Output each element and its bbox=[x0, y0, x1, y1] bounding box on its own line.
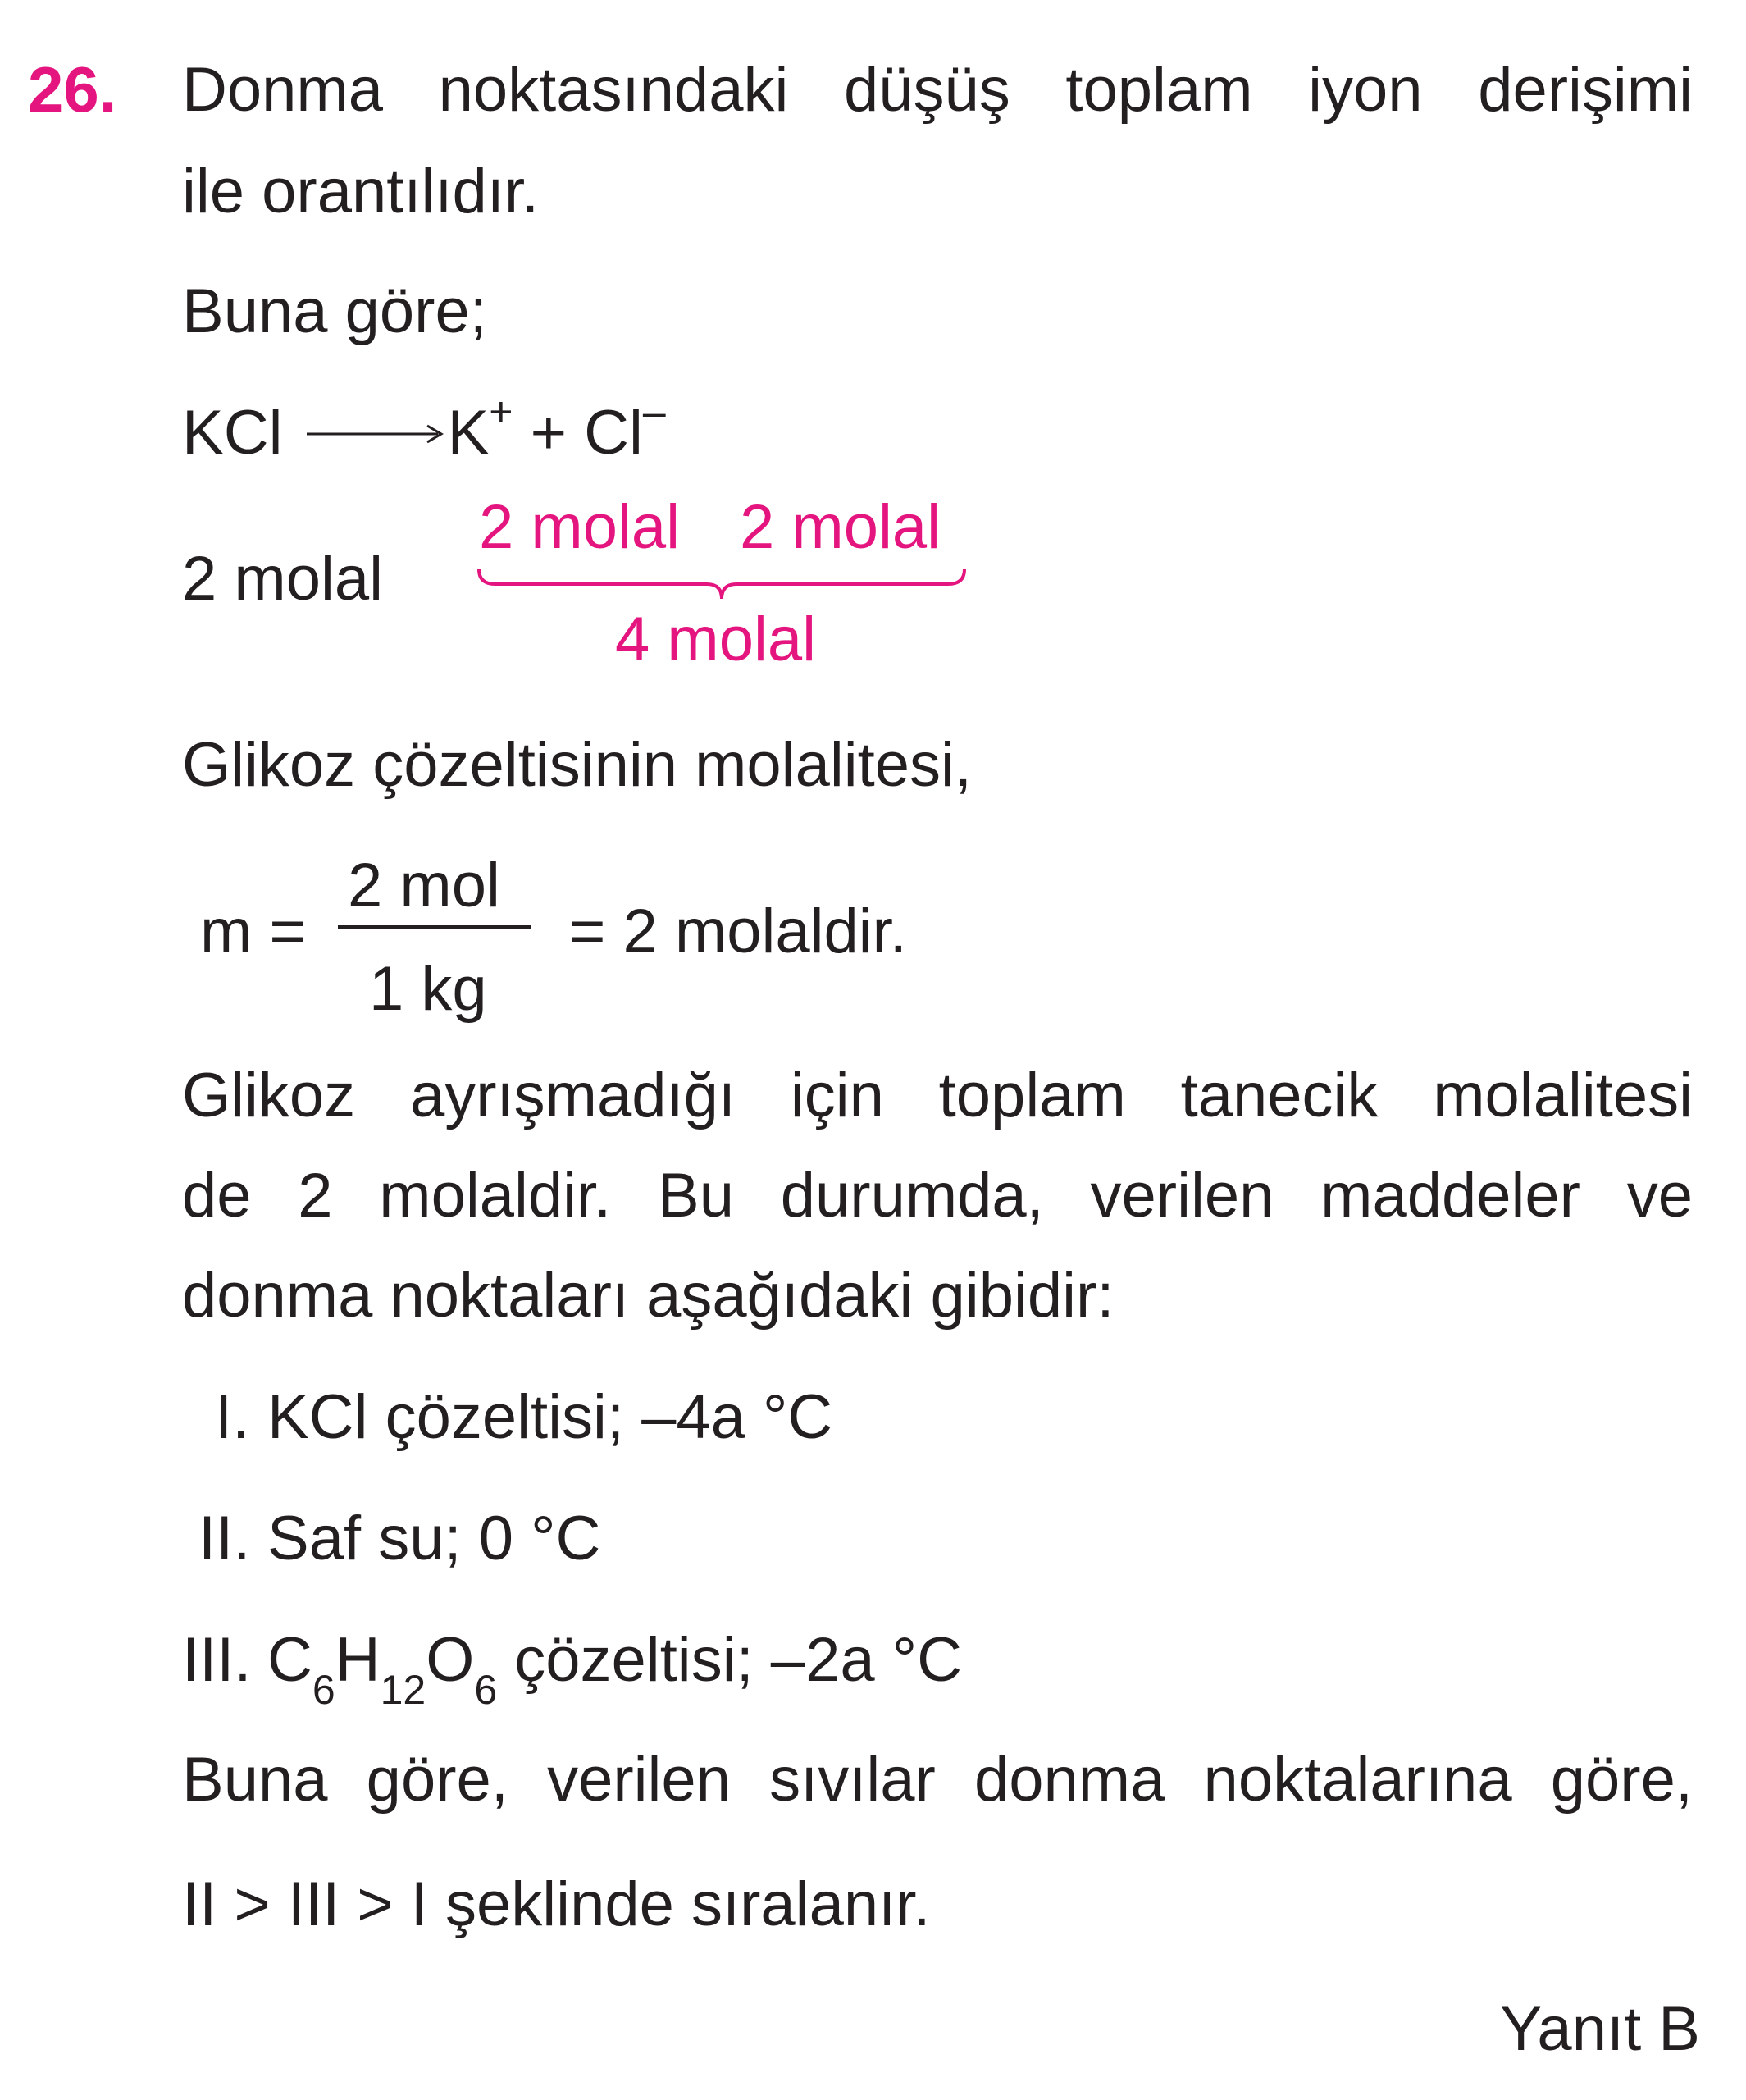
formula-h: H bbox=[335, 1625, 381, 1695]
formula-o: O bbox=[426, 1625, 475, 1695]
ion1-molal: 2 molal bbox=[479, 492, 680, 562]
paragraph2-line-3: donma noktaları aşağıdaki gibidir: bbox=[182, 1261, 1115, 1331]
sum-brace-icon bbox=[476, 566, 968, 604]
paragraph2-line-1: Glikoz ayrışmadığı için toplam tanecik molalitesi bbox=[182, 1061, 1693, 1130]
item-1-text: KCl çözeltisi; –4a °C bbox=[267, 1382, 833, 1452]
glikoz-heading: Glikoz çözeltisinin molalitesi, bbox=[182, 730, 972, 800]
formula-numerator: 2 mol bbox=[348, 851, 500, 920]
reaction-product-1-charge: + bbox=[489, 389, 513, 435]
item-3-description: çözeltisi; –2a °C bbox=[497, 1625, 963, 1695]
item-2-numeral: II. bbox=[198, 1504, 251, 1573]
intro-line-1: Donma noktasındaki düşüş toplam iyon derişimi bbox=[182, 55, 1693, 125]
formula-c-subscript: 6 bbox=[312, 1667, 335, 1713]
fraction-bar bbox=[338, 925, 531, 929]
formula-denominator: 1 kg bbox=[369, 954, 487, 1024]
item-3-numeral: III. bbox=[182, 1625, 252, 1695]
reaction-reactant: KCl bbox=[182, 398, 283, 468]
buna-gore-label: Buna göre; bbox=[182, 276, 487, 346]
intro-line-2: ile orantılıdır. bbox=[182, 157, 540, 226]
formula-o-subscript: 6 bbox=[474, 1667, 498, 1713]
formula-lhs: m = bbox=[200, 897, 306, 966]
item-2-text: Saf su; 0 °C bbox=[267, 1504, 601, 1573]
formula-h-subscript: 12 bbox=[380, 1667, 426, 1713]
ion2-molal: 2 molal bbox=[740, 492, 941, 562]
formula-c: C bbox=[267, 1625, 312, 1695]
reaction-equation bbox=[182, 389, 666, 468]
item-1-numeral: I. bbox=[215, 1382, 250, 1452]
answer-label: Yanıt B bbox=[1500, 1994, 1700, 2064]
conclusion-line-2: II > III > I şeklinde sıralanır. bbox=[182, 1869, 931, 1939]
total-molal: 4 molal bbox=[615, 605, 816, 674]
formula-rhs: = 2 molaldir. bbox=[569, 897, 907, 966]
reaction-plus: + bbox=[530, 398, 568, 468]
reaction-arrow-icon bbox=[300, 422, 448, 446]
reaction-product-2-charge: – bbox=[642, 389, 666, 435]
paragraph2-line-2: de 2 molaldir. Bu durumda, verilen maddeler ve bbox=[182, 1161, 1693, 1230]
conclusion-line-1: Buna göre, verilen sıvılar donma noktalarına göre, bbox=[182, 1745, 1693, 1815]
reaction-product-2: Cl bbox=[584, 398, 643, 468]
item-3-text bbox=[267, 1625, 963, 1713]
reaction-product-1: K bbox=[447, 398, 490, 468]
reactant-molal: 2 molal bbox=[182, 544, 383, 614]
question-number: 26. bbox=[28, 53, 117, 126]
